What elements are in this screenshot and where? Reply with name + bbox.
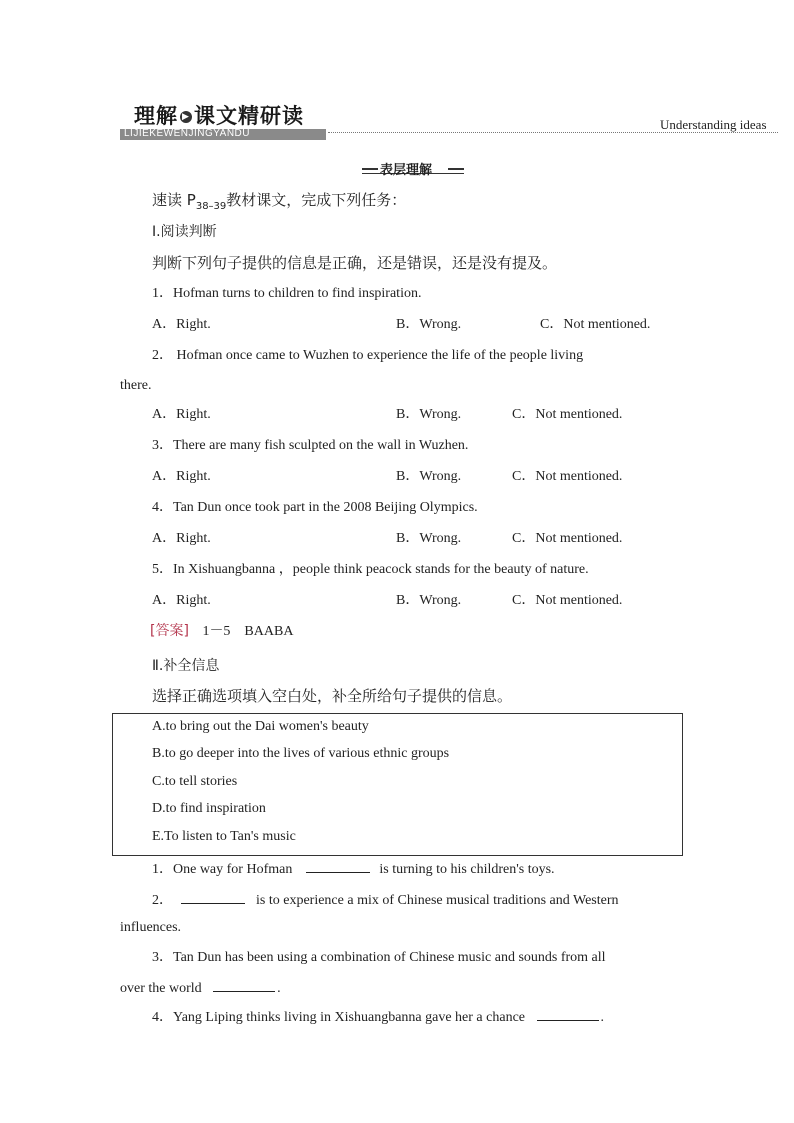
q1-text: 1．Hofman turns to children to find inspiration.: [152, 286, 422, 301]
option-a: A.to bring out the Dai women's beauty: [152, 719, 369, 734]
fill-q2-line1: [152, 891, 619, 909]
fill-q3-post: .: [277, 981, 281, 996]
fill-q2-post: is to experience a mix of Chinese musical traditions and Western: [256, 893, 619, 908]
q5-option-c: C．Not mentioned.: [512, 593, 623, 608]
part2-heading: Ⅱ.补全信息: [152, 658, 220, 674]
intro-line: [152, 189, 406, 212]
section-label-rule-right: [448, 168, 464, 170]
part2-instruction: 选择正确选项填入空白处，补全所给句子提供的信息。: [152, 687, 513, 705]
title-part-a: 理解: [134, 104, 178, 128]
section-title: [134, 100, 304, 130]
fill-q3-pre: over the world: [120, 981, 202, 996]
q3-option-b: B．Wrong.: [396, 469, 462, 484]
q1-option-a: A．Right.: [152, 317, 211, 332]
header-english-label: Understanding ideas: [660, 117, 767, 132]
fill-q4-post: .: [600, 1010, 605, 1025]
intro-suffix: 教材课文，完成下列任务：: [226, 191, 407, 209]
answer-text: 1－5 BAABA: [202, 624, 294, 639]
fill-q4-blank[interactable]: [537, 1008, 599, 1021]
part1-instruction: 判断下列句子提供的信息是正确，还是错误，还是没有提及。: [152, 254, 558, 272]
option-c: C.to tell stories: [152, 774, 238, 789]
title-pinyin: LIJIEKEWENJINGYANDU: [124, 128, 250, 139]
q3-text: 3．There are many fish sculpted on the wall in Wuzhen.: [152, 438, 469, 453]
q2-text-line1: 2． Hofman once came to Wuzhen to experience the life of the people living: [152, 348, 584, 363]
q4-option-b: B．Wrong.: [396, 531, 462, 546]
q5-option-b: B．Wrong.: [396, 593, 462, 608]
fill-q1: [152, 860, 555, 878]
section-label: 表层理解: [380, 163, 433, 178]
q1-option-b: B．Wrong.: [396, 317, 462, 332]
q2-option-c: C．Not mentioned.: [512, 407, 623, 422]
section-label-rule-left: [362, 168, 378, 170]
arrow-icon: ▶: [180, 111, 192, 123]
fill-q4-pre: 4．Yang Liping thinks living in Xishuangbanna gave her a chance: [152, 1010, 526, 1025]
fill-q3-blank[interactable]: [213, 979, 275, 992]
fill-q1-pre: 1．One way for Hofman: [152, 862, 293, 877]
fill-q1-post: is turning to his children's toys.: [379, 862, 555, 877]
q2-option-b: B．Wrong.: [396, 407, 462, 422]
part1-heading: Ⅰ.阅读判断: [152, 224, 217, 240]
fill-q1-blank[interactable]: [306, 860, 370, 873]
q3-option-c: C．Not mentioned.: [512, 469, 623, 484]
intro-prefix: 速读 P: [152, 191, 196, 209]
q1-option-c: C．Not mentioned.: [540, 317, 651, 332]
fill-q2-blank[interactable]: [181, 891, 245, 904]
fill-q3-line1: 3．Tan Dun has been using a combination of Chinese music and sounds from all: [152, 950, 606, 965]
intro-page-range: 38–39: [195, 201, 227, 212]
q5-text: 5．In Xishuangbanna ，people think peacock stands for the beauty of nature.: [152, 562, 589, 577]
q2-option-a: A．Right.: [152, 407, 211, 422]
fill-q3-line2: [120, 979, 281, 997]
option-e: E.To listen to Tan's music: [152, 829, 296, 844]
answer-line: [150, 623, 293, 640]
q4-text: 4．Tan Dun once took part in the 2008 Beijing Olympics.: [152, 500, 478, 515]
option-b: B.to go deeper into the lives of various ethnic groups: [152, 746, 450, 761]
option-d: D.to find inspiration: [152, 801, 266, 816]
q3-option-a: A．Right.: [152, 469, 211, 484]
fill-q2-line2: influences.: [120, 920, 182, 935]
answer-tag: [答案]: [150, 623, 189, 639]
q2-text-line2: there.: [120, 378, 152, 393]
q4-option-c: C．Not mentioned.: [512, 531, 623, 546]
fill-q4: [152, 1008, 604, 1026]
q5-option-a: A．Right.: [152, 593, 211, 608]
title-part-b: 课文精研读: [194, 104, 304, 128]
fill-q2-pre: 2．: [152, 893, 173, 908]
q4-option-a: A．Right.: [152, 531, 211, 546]
